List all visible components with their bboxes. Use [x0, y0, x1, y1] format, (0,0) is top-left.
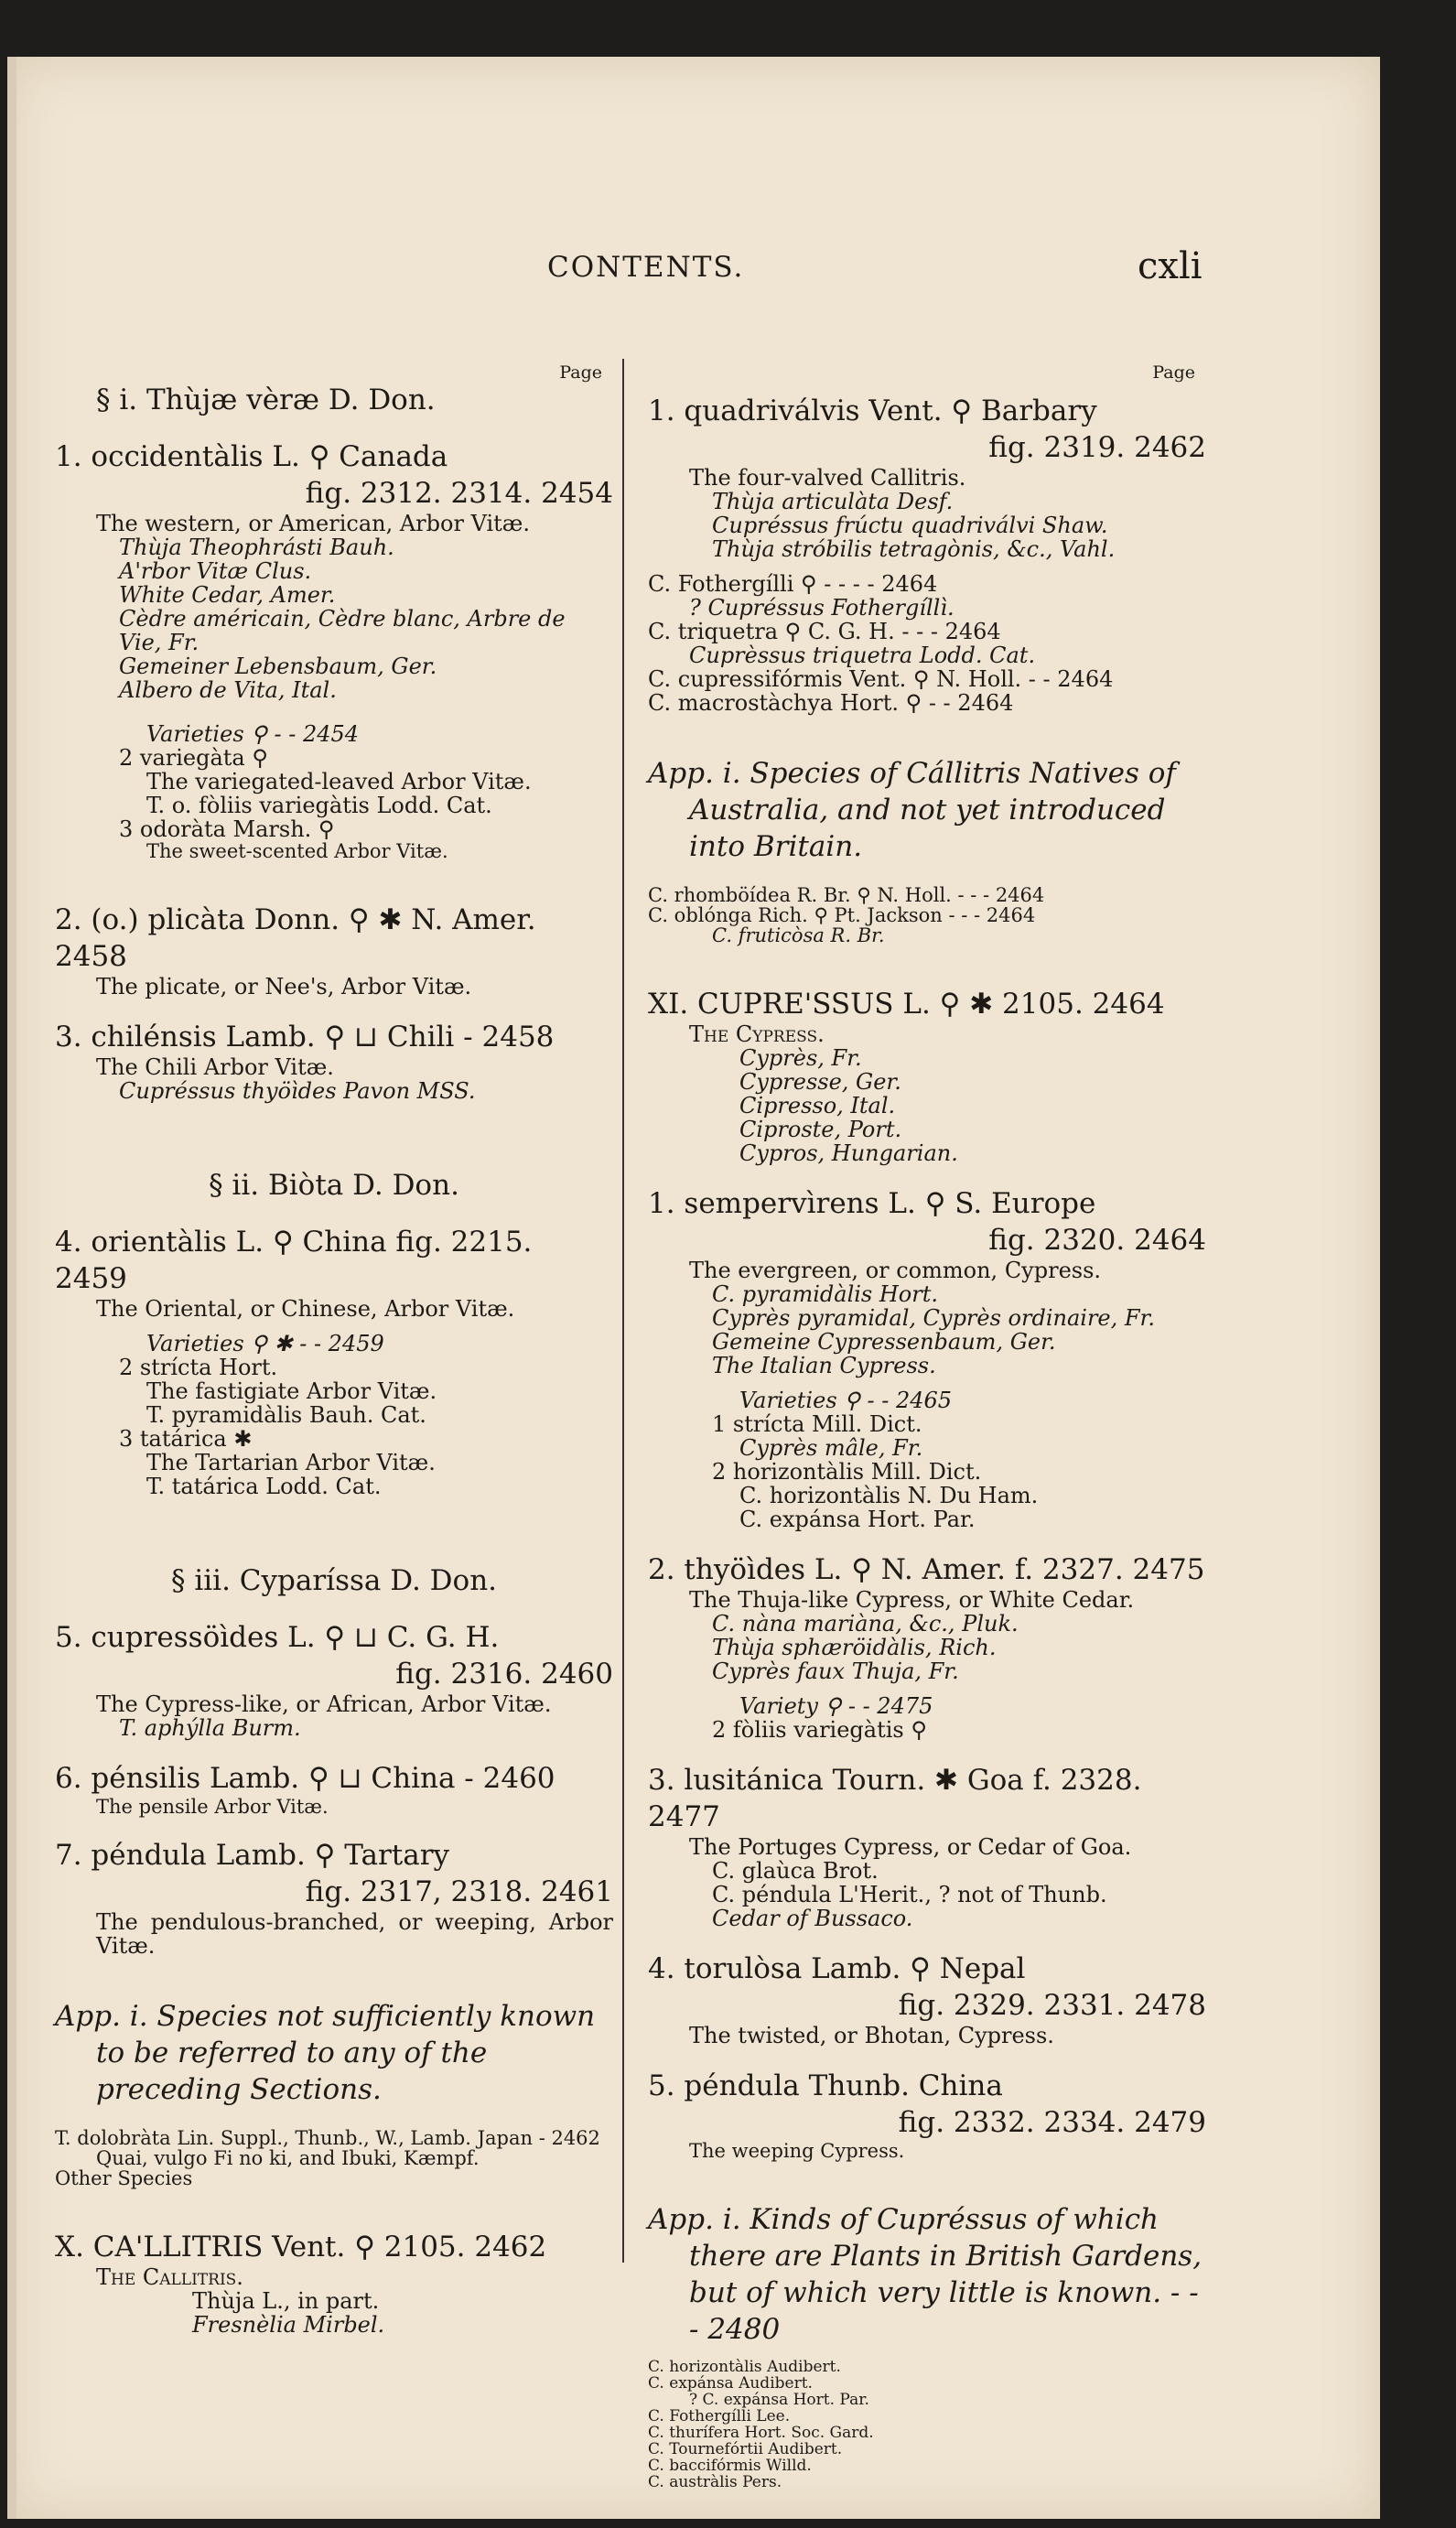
variety: 2 fòliis variegàtis ⚲ [712, 1717, 927, 1743]
appendix-line: C. expánsa Audibert. [648, 2374, 813, 2393]
entry-line: A'rbor Vitæ Clus. [119, 558, 312, 584]
section-heading: § iii. Cyparíssa D. Don. [170, 1564, 498, 1597]
genus-synonym: Cypresse, Ger. [739, 1069, 901, 1095]
appendix [55, 1998, 613, 2188]
entry-line: The plicate, or Nee's, Arbor Vitæ. [96, 974, 472, 999]
entry-line: C. glaùca Brot. [712, 1858, 879, 1884]
binding-edge [7, 57, 16, 2519]
section-heading: § ii. Biòta D. Don. [209, 1169, 459, 1202]
appendix-title: App. i. Species of Cállitris Natives of Australia, and not yet introduced into Britain. [648, 757, 1176, 863]
genus-synonym: Fresnèlia Mirbel. [192, 2312, 385, 2338]
variety-note: T. tatárica Lodd. Cat. [146, 1474, 382, 1499]
appendix-title: App. i. Species not sufficiently known to be referred to any of the preceding Sections. [55, 2000, 596, 2106]
entry-figs: fig. 2320. 2464 [988, 1224, 1206, 1257]
page-folio: cxli [1138, 245, 1203, 287]
appendix-line: C. baccifórmis Willd. [648, 2457, 812, 2475]
entry-head: 3. chilénsis Lamb. ⚲ ⊔ Chili - 2458 [55, 1021, 555, 1053]
entry-head: 5. péndula Thunb. China [648, 2069, 1003, 2102]
genus-synonym: Cyprès, Fr. [739, 1045, 862, 1071]
variety-note: The Tartarian Arbor Vitæ. [146, 1450, 436, 1475]
entry-line: The Italian Cypress. [712, 1353, 936, 1378]
entry-line: White Cedar, Amer. [119, 582, 336, 608]
entry-head: 6. pénsilis Lamb. ⚲ ⊔ China - 2460 [55, 1762, 555, 1795]
entry-line: The Chili Arbor Vitæ. [96, 1054, 334, 1080]
varieties-line: Varieties ⚲ - - 2465 [739, 1388, 953, 1413]
variety-note: Cyprès mâle, Fr. [739, 1435, 923, 1461]
entry-figs: fig. 2332. 2334. 2479 [898, 2106, 1206, 2139]
entry-line: The Thuja-like Cypress, or White Cedar. [689, 1587, 1135, 1613]
minor-species-note: Cuprèssus triquetra Lodd. Cat. [689, 643, 1036, 668]
column-rule [622, 359, 624, 2263]
minor-species: C. triquetra ⚲ C. G. H. - - - 2464 [648, 619, 1001, 644]
entry-head: 1. quadriválvis Vent. ⚲ Barbary [648, 394, 1097, 427]
entry-line: The Portuges Cypress, or Cedar of Goa. [689, 1834, 1132, 1860]
variety: 1 strícta Mill. Dict. [712, 1411, 922, 1437]
entry-line: C. péndula L'Herit., ? not of Thunb. [712, 1882, 1107, 1907]
variety-note: The fastigiate Arbor Vitæ. [146, 1378, 437, 1404]
running-title: CONTENTS. [547, 251, 745, 284]
variety: 2 variegàta ⚲ [119, 745, 268, 771]
appendix-title: App. i. Kinds of Cupréssus of which there are Plants in British Gardens, but of which very little is known. - - - 2480 [648, 2203, 1203, 2346]
entry-head: 5. cupressöìdes L. ⚲ ⊔ C. G. H. [55, 1621, 500, 1654]
variety-note: The sweet-scented Arbor Vitæ. [146, 840, 448, 862]
variety-note: The variegated-leaved Arbor Vitæ. [146, 769, 532, 794]
appendix-line: C. horizontàlis Audibert. [648, 2358, 841, 2376]
entry-line: The four-valved Callitris. [689, 465, 966, 491]
section-heading: § i. Thùjæ vèræ D. Don. [96, 384, 436, 416]
species-entry [55, 1837, 613, 1958]
right-column [648, 363, 1206, 2490]
entry-figs: fig. 2319. 2462 [988, 431, 1206, 464]
species-entry [55, 902, 613, 999]
entry-line: C. nàna mariàna, &c., Pluk. [712, 1611, 1019, 1637]
entry-line: Cyprès faux Thuja, Fr. [712, 1658, 959, 1684]
entry-head: 3. lusitánica Tourn. ✱ Goa f. 2328. 2477 [648, 1764, 1142, 1833]
species-entry [55, 438, 613, 861]
entry-line: Cupréssus frúctu quadriválvi Shaw. [712, 513, 1108, 538]
species-entry [648, 1762, 1206, 1930]
genus-head: X. CA'LLITRIS Vent. ⚲ 2105. 2462 [55, 2231, 547, 2263]
genus-synonym: Cipresso, Ital. [739, 1093, 896, 1118]
species-entry [55, 1224, 613, 1498]
genus-common-name: The Cypress. [689, 1021, 825, 1047]
genus-entry [55, 2229, 613, 2337]
genus-entry [648, 986, 1206, 1165]
genus-head: XI. CUPRE'SSUS L. ⚲ ✱ 2105. 2464 [648, 988, 1165, 1021]
entry-line: The pendulous-branched, or weeping, Arbor Vitæ. [96, 1909, 613, 1959]
entry-line: The Cypress-like, or African, Arbor Vitæ. [96, 1691, 552, 1717]
variety-note: T. pyramidàlis Bauh. Cat. [146, 1402, 426, 1428]
page-label-left: Page [559, 362, 602, 383]
species-entry [55, 1619, 613, 1740]
entry-line: The evergreen, or common, Cypress. [689, 1258, 1102, 1283]
minor-species-note: ? Cupréssus Fothergíllì. [689, 595, 954, 621]
minor-species: C. Fothergílli ⚲ - - - - 2464 [648, 571, 938, 597]
genus-synonym: Ciproste, Port. [739, 1117, 902, 1142]
minor-species: C. macrostàchya Hort. ⚲ - - 2464 [648, 690, 1014, 716]
species-entry [648, 1551, 1206, 1742]
entry-line: Cupréssus thyöìdes Pavon MSS. [119, 1078, 476, 1104]
genus-synonym: Cypros, Hungarian. [739, 1140, 958, 1166]
species-entry [648, 393, 1206, 561]
entry-head: 2. (o.) plicàta Donn. ⚲ ✱ N. Amer. 2458 [55, 903, 536, 973]
variety-note: T. o. fòliis variegàtis Lodd. Cat. [146, 793, 492, 818]
left-column [55, 363, 613, 2337]
appendix-line: C. Tournefórtii Audibert. [648, 2440, 843, 2458]
species-entry [648, 2068, 1206, 2161]
entry-figs: fig. 2317, 2318. 2461 [305, 1875, 613, 1908]
appendix [648, 2201, 1206, 2490]
entry-line: The pensile Arbor Vitæ. [96, 1796, 329, 1818]
entry-line: Cedar of Bussaco. [712, 1906, 913, 1931]
entry-head: 1. occidentàlis L. ⚲ Canada [55, 440, 448, 473]
entry-head: 4. torulòsa Lamb. ⚲ Nepal [648, 1952, 1026, 1985]
variety: 2 strícta Hort. [119, 1355, 278, 1380]
running-head [7, 245, 1380, 306]
entry-line: Thùja Theophrásti Bauh. [119, 535, 394, 560]
entry-figs: fig. 2329. 2331. 2478 [898, 1989, 1206, 2022]
entry-line: Gemeiner Lebensbaum, Ger. [119, 654, 437, 679]
entry-line: Cyprès pyramidal, Cyprès ordinaire, Fr. [712, 1305, 1156, 1331]
species-entry [648, 1185, 1206, 1531]
entry-figs: fig. 2312. 2314. 2454 [305, 477, 613, 510]
varieties-line: Varieties ⚲ ✱ - - 2459 [146, 1331, 384, 1356]
species-entry [648, 1950, 1206, 2047]
entry-line: The western, or American, Arbor Vitæ. [96, 511, 530, 536]
variety: 3 odoràta Marsh. ⚲ [119, 816, 335, 842]
species-entry [55, 1760, 613, 1817]
variety: 2 horizontàlis Mill. Dict. [712, 1459, 982, 1485]
entry-line: The twisted, or Bhotan, Cypress. [689, 2023, 1054, 2048]
varieties-line: Variety ⚲ - - 2475 [739, 1693, 933, 1719]
appendix-line: C. rhomböídea R. Br. ⚲ N. Holl. - - - 2464 [648, 884, 1045, 906]
entry-line: Albero de Vita, Ital. [119, 677, 337, 703]
appendix-line: C. oblónga Rich. ⚲ Pt. Jackson - - - 2464 [648, 904, 1036, 926]
entry-line: Cèdre américain, Cèdre blanc, Arbre de Vie, Fr. [119, 606, 566, 655]
genus-common-name: The Callitris. [96, 2264, 243, 2290]
genus-synonym: Thùja L., in part. [192, 2288, 380, 2314]
entry-line: Thùja articulàta Desf. [712, 489, 954, 514]
entry-figs: fig. 2316. 2460 [395, 1658, 613, 1691]
page [7, 57, 1380, 2519]
entry-line: T. aphýlla Burm. [119, 1715, 301, 1741]
entry-head: 2. thyöìdes L. ⚲ N. Amer. f. 2327. 2475 [648, 1553, 1205, 1586]
minor-species-list [648, 572, 1206, 715]
appendix-line: C. fruticòsa R. Br. [712, 924, 885, 946]
appendix-line: T. dolobràta Lin. Suppl., Thunb., W., Lamb. Japan - 2462 [55, 2127, 600, 2149]
entry-head: 1. sempervìrens L. ⚲ S. Europe [648, 1187, 1096, 1220]
entry-head: 4. orientàlis L. ⚲ China fig. 2215. 2459 [55, 1226, 533, 1295]
appendix-line: C. Fothergílli Lee. [648, 2407, 791, 2425]
appendix-line: C. thurífera Hort. Soc. Gard. [648, 2424, 874, 2442]
entry-line: C. pyramidàlis Hort. [712, 1281, 938, 1307]
appendix-line: Other Species [55, 2167, 193, 2189]
appendix-line: ? C. expánsa Hort. Par. [689, 2391, 869, 2409]
variety-note: C. horizontàlis N. Du Ham. [739, 1483, 1039, 1508]
page-label-right: Page [1152, 362, 1195, 383]
entry-line: The Oriental, or Chinese, Arbor Vitæ. [96, 1296, 515, 1322]
minor-species: C. cupressifórmis Vent. ⚲ N. Holl. - - 2464 [648, 666, 1114, 692]
entry-line: The weeping Cypress. [689, 2140, 905, 2162]
varieties-line: Varieties ⚲ - - 2454 [146, 721, 360, 747]
appendix [648, 755, 1206, 945]
variety-note: C. expánsa Hort. Par. [739, 1507, 976, 1532]
entry-head: 7. péndula Lamb. ⚲ Tartary [55, 1839, 450, 1872]
species-entry [55, 1019, 613, 1103]
variety: 3 tatárica ✱ [119, 1426, 253, 1452]
entry-line: Thùja stróbilis tetragònis, &c., Vahl. [712, 536, 1116, 562]
entry-line: Thùja sphæröidàlis, Rich. [712, 1635, 997, 1660]
appendix-line: Quai, vulgo Fi no ki, and Ibuki, Kæmpf. [96, 2147, 480, 2169]
entry-line: Gemeine Cypressenbaum, Ger. [712, 1329, 1056, 1355]
appendix-line: C. austràlis Pers. [648, 2473, 782, 2491]
